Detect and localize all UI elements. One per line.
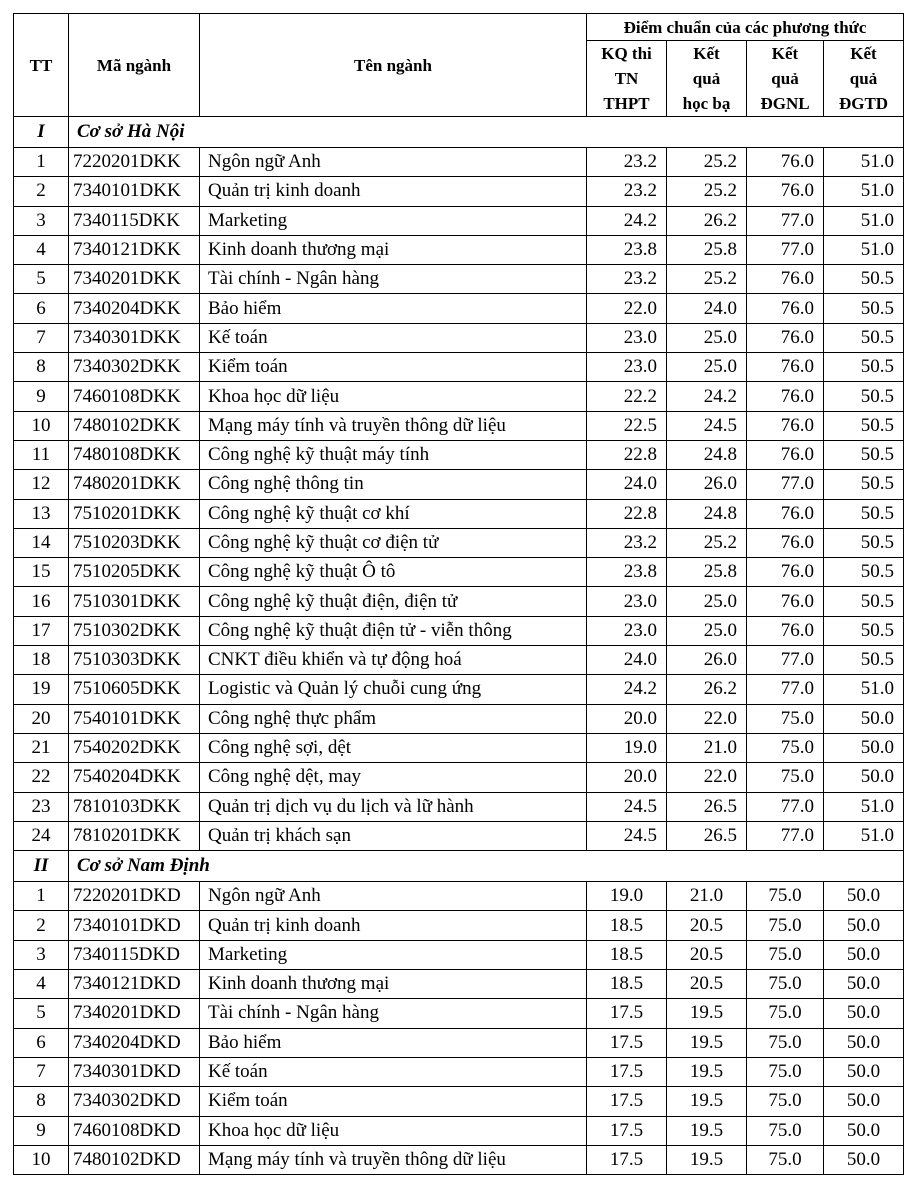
score-dgnl: 76.0 <box>747 353 824 382</box>
major-code: 7460108DKK <box>69 382 200 411</box>
score-thpt: 24.0 <box>587 470 667 499</box>
major-name: Kinh doanh thương mại <box>200 235 587 264</box>
major-name: Khoa học dữ liệu <box>200 1116 587 1145</box>
score-thpt: 23.2 <box>587 177 667 206</box>
score-dgnl: 75.0 <box>747 882 824 911</box>
score-dgnl: 76.0 <box>747 528 824 557</box>
score-thpt: 17.5 <box>587 999 667 1028</box>
score-thpt: 17.5 <box>587 1087 667 1116</box>
score-thpt: 17.5 <box>587 1028 667 1057</box>
score-dgtd: 51.0 <box>824 235 904 264</box>
major-name: Khoa học dữ liệu <box>200 382 587 411</box>
row-number: 4 <box>14 970 69 999</box>
row-number: 9 <box>14 1116 69 1145</box>
score-hocba: 26.0 <box>667 470 747 499</box>
score-dgnl: 76.0 <box>747 294 824 323</box>
row-number: 20 <box>14 704 69 733</box>
major-name: Công nghệ kỹ thuật máy tính <box>200 440 587 469</box>
row-number: 16 <box>14 587 69 616</box>
major-name: Công nghệ kỹ thuật điện, điện tử <box>200 587 587 616</box>
major-code: 7810103DKK <box>69 792 200 821</box>
score-hocba: 25.8 <box>667 235 747 264</box>
section-number: II <box>14 851 69 882</box>
row-number: 19 <box>14 675 69 704</box>
score-thpt: 18.5 <box>587 911 667 940</box>
score-dgtd: 50.0 <box>824 1116 904 1145</box>
score-hocba: 24.2 <box>667 382 747 411</box>
score-hocba: 19.5 <box>667 1028 747 1057</box>
major-code: 7510205DKK <box>69 558 200 587</box>
row-number: 21 <box>14 733 69 762</box>
score-dgtd: 50.5 <box>824 528 904 557</box>
score-dgtd: 50.5 <box>824 587 904 616</box>
score-thpt: 24.2 <box>587 675 667 704</box>
score-dgnl: 75.0 <box>747 1057 824 1086</box>
score-dgtd: 51.0 <box>824 675 904 704</box>
major-name: Quản trị khách sạn <box>200 821 587 850</box>
row-number: 3 <box>14 940 69 969</box>
table-row <box>14 528 904 557</box>
major-code: 7540101DKK <box>69 704 200 733</box>
score-dgnl: 75.0 <box>747 940 824 969</box>
major-code: 7510605DKK <box>69 675 200 704</box>
score-thpt: 22.5 <box>587 411 667 440</box>
score-dgnl: 75.0 <box>747 704 824 733</box>
score-dgnl: 76.0 <box>747 382 824 411</box>
major-code: 7340302DKD <box>69 1087 200 1116</box>
score-dgtd: 50.5 <box>824 499 904 528</box>
score-dgtd: 50.0 <box>824 763 904 792</box>
score-dgtd: 50.0 <box>824 1087 904 1116</box>
major-name: Tài chính - Ngân hàng <box>200 265 587 294</box>
header-name: Tên ngành <box>200 14 587 117</box>
table-row <box>14 440 904 469</box>
score-hocba: 19.5 <box>667 1116 747 1145</box>
major-code: 7510301DKK <box>69 587 200 616</box>
table-row <box>14 616 904 645</box>
table-row <box>14 970 904 999</box>
major-code: 7510203DKK <box>69 528 200 557</box>
score-dgtd: 50.5 <box>824 440 904 469</box>
major-code: 7340201DKK <box>69 265 200 294</box>
table-row <box>14 792 904 821</box>
major-name: Quản trị dịch vụ du lịch và lữ hành <box>200 792 587 821</box>
section-title: Cơ sở Nam Định <box>69 851 904 882</box>
row-number: 3 <box>14 206 69 235</box>
major-name: Công nghệ kỹ thuật cơ khí <box>200 499 587 528</box>
score-thpt: 23.0 <box>587 587 667 616</box>
row-number: 2 <box>14 911 69 940</box>
score-dgnl: 75.0 <box>747 1116 824 1145</box>
major-name: Kiểm toán <box>200 1087 587 1116</box>
score-dgnl: 76.0 <box>747 265 824 294</box>
major-code: 7220201DKK <box>69 148 200 177</box>
table-row <box>14 499 904 528</box>
score-dgnl: 76.0 <box>747 440 824 469</box>
major-code: 7510302DKK <box>69 616 200 645</box>
score-dgnl: 76.0 <box>747 323 824 352</box>
score-thpt: 22.8 <box>587 440 667 469</box>
major-code: 7480102DKK <box>69 411 200 440</box>
admission-scores-table <box>13 13 904 1175</box>
major-code: 7340302DKK <box>69 353 200 382</box>
table-row <box>14 177 904 206</box>
score-hocba: 24.0 <box>667 294 747 323</box>
score-thpt: 20.0 <box>587 704 667 733</box>
score-dgnl: 75.0 <box>747 1087 824 1116</box>
table-row <box>14 733 904 762</box>
row-number: 6 <box>14 1028 69 1057</box>
score-hocba: 19.5 <box>667 999 747 1028</box>
score-hocba: 22.0 <box>667 704 747 733</box>
score-dgnl: 77.0 <box>747 235 824 264</box>
score-dgnl: 77.0 <box>747 792 824 821</box>
header-tt: TT <box>14 14 69 117</box>
major-name: Công nghệ sợi, dệt <box>200 733 587 762</box>
row-number: 23 <box>14 792 69 821</box>
table-row <box>14 587 904 616</box>
score-dgnl: 76.0 <box>747 499 824 528</box>
table-row <box>14 294 904 323</box>
major-name: Mạng máy tính và truyền thông dữ liệu <box>200 1145 587 1174</box>
score-hocba: 25.0 <box>667 616 747 645</box>
score-thpt: 23.2 <box>587 528 667 557</box>
score-thpt: 23.8 <box>587 558 667 587</box>
table-row <box>14 1057 904 1086</box>
score-thpt: 23.8 <box>587 235 667 264</box>
header-method-dgnl: Kết quả ĐGNL <box>747 41 824 117</box>
score-dgtd: 51.0 <box>824 821 904 850</box>
score-hocba: 25.2 <box>667 528 747 557</box>
row-number: 10 <box>14 1145 69 1174</box>
table-row <box>14 882 904 911</box>
row-number: 8 <box>14 1087 69 1116</box>
major-code: 7220201DKD <box>69 882 200 911</box>
major-code: 7340201DKD <box>69 999 200 1028</box>
row-number: 17 <box>14 616 69 645</box>
table-row <box>14 470 904 499</box>
score-dgtd: 50.0 <box>824 1145 904 1174</box>
score-hocba: 26.2 <box>667 675 747 704</box>
major-name: Kinh doanh thương mại <box>200 970 587 999</box>
score-dgnl: 75.0 <box>747 999 824 1028</box>
row-number: 22 <box>14 763 69 792</box>
table-row <box>14 646 904 675</box>
major-name: Công nghệ kỹ thuật cơ điện tử <box>200 528 587 557</box>
table-row <box>14 265 904 294</box>
table-row <box>14 1116 904 1145</box>
score-dgnl: 76.0 <box>747 587 824 616</box>
major-name: Tài chính - Ngân hàng <box>200 999 587 1028</box>
major-name: Kế toán <box>200 1057 587 1086</box>
major-code: 7340204DKK <box>69 294 200 323</box>
table-row <box>14 411 904 440</box>
row-number: 1 <box>14 882 69 911</box>
score-hocba: 24.8 <box>667 499 747 528</box>
table-body <box>14 117 904 1175</box>
table-row <box>14 763 904 792</box>
score-thpt: 17.5 <box>587 1145 667 1174</box>
score-dgtd: 51.0 <box>824 148 904 177</box>
table-row <box>14 940 904 969</box>
major-name: Kiểm toán <box>200 353 587 382</box>
major-code: 7340204DKD <box>69 1028 200 1057</box>
score-dgtd: 50.0 <box>824 882 904 911</box>
score-dgtd: 50.5 <box>824 265 904 294</box>
major-name: Kế toán <box>200 323 587 352</box>
score-dgtd: 50.5 <box>824 353 904 382</box>
score-hocba: 26.5 <box>667 792 747 821</box>
score-dgtd: 50.0 <box>824 1028 904 1057</box>
score-hocba: 25.0 <box>667 587 747 616</box>
score-dgtd: 51.0 <box>824 206 904 235</box>
score-thpt: 18.5 <box>587 940 667 969</box>
section-row <box>14 851 904 882</box>
score-dgtd: 50.0 <box>824 999 904 1028</box>
score-dgnl: 77.0 <box>747 821 824 850</box>
score-hocba: 24.8 <box>667 440 747 469</box>
major-name: CNKT điều khiển và tự động hoá <box>200 646 587 675</box>
row-number: 5 <box>14 265 69 294</box>
major-code: 7340121DKK <box>69 235 200 264</box>
score-thpt: 24.0 <box>587 646 667 675</box>
table-row <box>14 558 904 587</box>
score-dgtd: 50.5 <box>824 616 904 645</box>
row-number: 7 <box>14 323 69 352</box>
score-dgnl: 77.0 <box>747 206 824 235</box>
major-name: Công nghệ kỹ thuật Ô tô <box>200 558 587 587</box>
major-name: Marketing <box>200 206 587 235</box>
score-dgnl: 75.0 <box>747 733 824 762</box>
row-number: 24 <box>14 821 69 850</box>
score-thpt: 24.5 <box>587 792 667 821</box>
score-hocba: 19.5 <box>667 1087 747 1116</box>
major-name: Bảo hiểm <box>200 1028 587 1057</box>
major-name: Marketing <box>200 940 587 969</box>
row-number: 7 <box>14 1057 69 1086</box>
table-row <box>14 235 904 264</box>
major-name: Logistic và Quản lý chuỗi cung ứng <box>200 675 587 704</box>
score-hocba: 19.5 <box>667 1145 747 1174</box>
major-code: 7340101DKK <box>69 177 200 206</box>
score-dgnl: 75.0 <box>747 970 824 999</box>
score-hocba: 22.0 <box>667 763 747 792</box>
score-thpt: 23.0 <box>587 616 667 645</box>
score-dgnl: 77.0 <box>747 470 824 499</box>
score-dgtd: 50.0 <box>824 733 904 762</box>
row-number: 15 <box>14 558 69 587</box>
major-name: Công nghệ dệt, may <box>200 763 587 792</box>
table-row <box>14 353 904 382</box>
row-number: 11 <box>14 440 69 469</box>
score-dgtd: 50.5 <box>824 294 904 323</box>
score-thpt: 23.2 <box>587 148 667 177</box>
major-name: Công nghệ thực phẩm <box>200 704 587 733</box>
row-number: 6 <box>14 294 69 323</box>
major-name: Ngôn ngữ Anh <box>200 148 587 177</box>
score-hocba: 21.0 <box>667 882 747 911</box>
score-dgnl: 76.0 <box>747 177 824 206</box>
row-number: 9 <box>14 382 69 411</box>
score-dgnl: 77.0 <box>747 646 824 675</box>
major-name: Công nghệ thông tin <box>200 470 587 499</box>
row-number: 13 <box>14 499 69 528</box>
score-dgtd: 50.5 <box>824 411 904 440</box>
table-header <box>14 14 904 117</box>
score-thpt: 18.5 <box>587 970 667 999</box>
major-code: 7340115DKD <box>69 940 200 969</box>
score-dgtd: 50.0 <box>824 970 904 999</box>
table-row <box>14 323 904 352</box>
major-name: Công nghệ kỹ thuật điện tử - viễn thông <box>200 616 587 645</box>
score-thpt: 24.2 <box>587 206 667 235</box>
score-thpt: 23.2 <box>587 265 667 294</box>
row-number: 2 <box>14 177 69 206</box>
header-code: Mã ngành <box>69 14 200 117</box>
table-row <box>14 1145 904 1174</box>
score-dgtd: 51.0 <box>824 177 904 206</box>
score-hocba: 25.2 <box>667 265 747 294</box>
major-code: 7340301DKD <box>69 1057 200 1086</box>
score-thpt: 17.5 <box>587 1057 667 1086</box>
score-hocba: 25.2 <box>667 177 747 206</box>
major-code: 7460108DKD <box>69 1116 200 1145</box>
table-row <box>14 148 904 177</box>
score-dgnl: 75.0 <box>747 1145 824 1174</box>
score-thpt: 20.0 <box>587 763 667 792</box>
table-row <box>14 1028 904 1057</box>
row-number: 4 <box>14 235 69 264</box>
score-thpt: 23.0 <box>587 323 667 352</box>
score-thpt: 19.0 <box>587 733 667 762</box>
table-row <box>14 911 904 940</box>
score-hocba: 26.5 <box>667 821 747 850</box>
major-code: 7340121DKD <box>69 970 200 999</box>
major-code: 7510303DKK <box>69 646 200 675</box>
header-method-group: Điểm chuẩn của các phương thức <box>587 14 904 41</box>
row-number: 14 <box>14 528 69 557</box>
score-dgtd: 50.0 <box>824 940 904 969</box>
score-hocba: 19.5 <box>667 1057 747 1086</box>
table-row <box>14 821 904 850</box>
header-method-thpt: KQ thi TN THPT <box>587 41 667 117</box>
score-thpt: 24.5 <box>587 821 667 850</box>
table-row <box>14 206 904 235</box>
row-number: 1 <box>14 148 69 177</box>
major-code: 7540202DKK <box>69 733 200 762</box>
score-dgnl: 76.0 <box>747 558 824 587</box>
score-hocba: 24.5 <box>667 411 747 440</box>
section-row <box>14 117 904 148</box>
row-number: 12 <box>14 470 69 499</box>
major-code: 7510201DKK <box>69 499 200 528</box>
score-dgtd: 50.0 <box>824 704 904 733</box>
major-code: 7480201DKK <box>69 470 200 499</box>
score-hocba: 25.2 <box>667 148 747 177</box>
table-row <box>14 382 904 411</box>
score-thpt: 22.8 <box>587 499 667 528</box>
score-dgnl: 75.0 <box>747 911 824 940</box>
row-number: 10 <box>14 411 69 440</box>
major-code: 7810201DKK <box>69 821 200 850</box>
score-thpt: 23.0 <box>587 353 667 382</box>
score-hocba: 20.5 <box>667 940 747 969</box>
major-name: Ngôn ngữ Anh <box>200 882 587 911</box>
major-code: 7540204DKK <box>69 763 200 792</box>
score-dgtd: 50.0 <box>824 911 904 940</box>
table-row <box>14 675 904 704</box>
table-row <box>14 704 904 733</box>
major-name: Quản trị kinh doanh <box>200 177 587 206</box>
score-dgtd: 50.0 <box>824 1057 904 1086</box>
score-dgtd: 51.0 <box>824 792 904 821</box>
major-code: 7480102DKD <box>69 1145 200 1174</box>
score-hocba: 26.0 <box>667 646 747 675</box>
major-name: Mạng máy tính và truyền thông dữ liệu <box>200 411 587 440</box>
score-dgnl: 76.0 <box>747 616 824 645</box>
row-number: 18 <box>14 646 69 675</box>
score-dgtd: 50.5 <box>824 323 904 352</box>
major-code: 7340301DKK <box>69 323 200 352</box>
score-dgnl: 77.0 <box>747 675 824 704</box>
score-thpt: 22.0 <box>587 294 667 323</box>
score-hocba: 25.0 <box>667 353 747 382</box>
table-row <box>14 999 904 1028</box>
row-number: 8 <box>14 353 69 382</box>
major-code: 7340101DKD <box>69 911 200 940</box>
score-thpt: 22.2 <box>587 382 667 411</box>
score-hocba: 26.2 <box>667 206 747 235</box>
section-number: I <box>14 117 69 148</box>
section-title: Cơ sở Hà Nội <box>69 117 904 148</box>
header-method-hocba: Kết quả học bạ <box>667 41 747 117</box>
major-code: 7480108DKK <box>69 440 200 469</box>
major-name: Quản trị kinh doanh <box>200 911 587 940</box>
score-dgnl: 76.0 <box>747 411 824 440</box>
major-code: 7340115DKK <box>69 206 200 235</box>
score-dgnl: 76.0 <box>747 148 824 177</box>
score-thpt: 17.5 <box>587 1116 667 1145</box>
score-hocba: 20.5 <box>667 970 747 999</box>
score-dgnl: 75.0 <box>747 1028 824 1057</box>
score-hocba: 25.8 <box>667 558 747 587</box>
score-hocba: 25.0 <box>667 323 747 352</box>
score-dgtd: 50.5 <box>824 470 904 499</box>
header-method-dgtd: Kết quả ĐGTD <box>824 41 904 117</box>
row-number: 5 <box>14 999 69 1028</box>
score-dgnl: 75.0 <box>747 763 824 792</box>
score-hocba: 21.0 <box>667 733 747 762</box>
score-dgtd: 50.5 <box>824 558 904 587</box>
score-thpt: 19.0 <box>587 882 667 911</box>
score-dgtd: 50.5 <box>824 382 904 411</box>
score-dgtd: 50.5 <box>824 646 904 675</box>
score-hocba: 20.5 <box>667 911 747 940</box>
table-row <box>14 1087 904 1116</box>
major-name: Bảo hiểm <box>200 294 587 323</box>
